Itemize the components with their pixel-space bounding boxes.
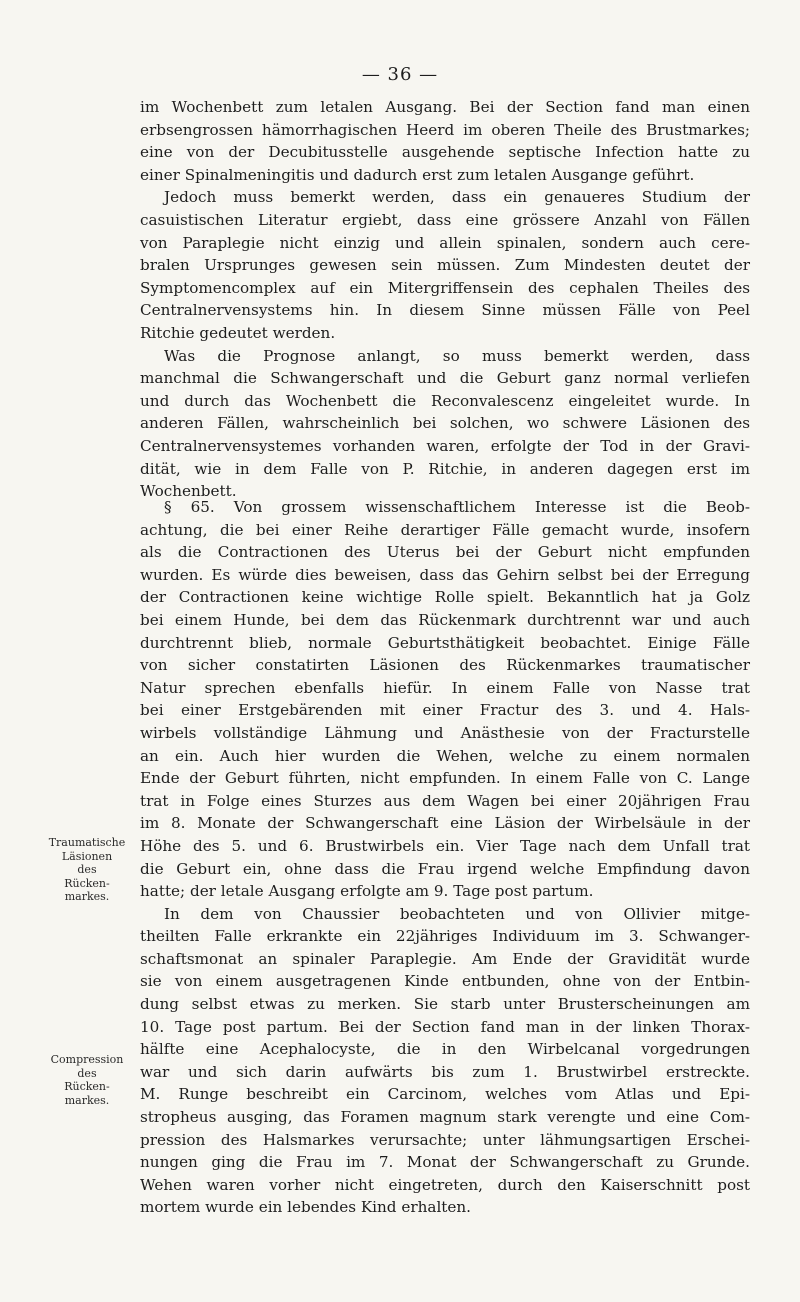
- text-line: durchtrennt blieb, normale Geburtsthätigkeit beobachtet. Einige Fälle: [140, 633, 750, 652]
- page-number: — 36 —: [361, 64, 439, 85]
- text-line: theilten Falle erkrankte ein 22jähriges Individuum im 3. Schwanger-: [140, 927, 750, 946]
- text-line: nungen ging die Frau im 7. Monat der Schwangerschaft zu Grunde.: [140, 1153, 750, 1172]
- text-line: pression des Halsmarkes verursachte; unter lähmungsartigen Erschei-: [140, 1130, 750, 1149]
- text-block-bottom: [140, 496, 750, 1219]
- text-line: 10. Tage post partum. Bei der Section fand man in der linken Thorax-: [140, 1017, 750, 1036]
- text-line: von sicher constatirten Läsionen des Rückenmarkes traumatischer: [140, 656, 750, 675]
- text-line: Wochenbett.: [140, 482, 237, 501]
- text-line: Höhe des 5. und 6. Brustwirbels ein. Vier Tage nach dem Unfall trat: [140, 836, 750, 855]
- text-line: die Geburt ein, ohne dass die Frau irgend welche Empfindung davon: [140, 859, 750, 878]
- margin-note-line: des: [77, 1066, 97, 1080]
- text-line: manchmal die Schwangerschaft und die Geburt ganz normal verliefen: [140, 369, 750, 388]
- text-line: bei einer Erstgebärenden mit einer Fractur des 3. und 4. Hals-: [140, 701, 750, 720]
- text-line: bralen Ursprunges gewesen sein müssen. Zum Mindesten deutet der: [140, 256, 750, 275]
- text-line: Was die Prognose anlangt, so muss bemerkt werden, dass: [164, 346, 750, 365]
- text-line: § 65. Von grossem wissenschaftlichem Interesse ist die Beob-: [164, 498, 750, 516]
- paragraph-continued: [140, 925, 750, 1219]
- text-line: hatte; der letale Ausgang erfolgte am 9. Tage post partum.: [140, 882, 594, 901]
- paragraph: [140, 496, 750, 519]
- text-line: stropheus ausging, das Foramen magnum stark verengte und eine Com-: [140, 1108, 750, 1127]
- text-line: mortem wurde ein lebendes Kind erhalten.: [140, 1198, 472, 1217]
- text-line: wirbels vollständige Lähmung und Anästhesie von der Fracturstelle: [140, 723, 750, 742]
- text-line: Ritchie gedeutet werden.: [140, 323, 336, 342]
- text-line: Centralnervensystems hin. In diesem Sinne müssen Fälle von Peel: [140, 301, 750, 320]
- margin-note-compression: [38, 1053, 136, 1107]
- text-line: trat in Folge eines Sturzes aus dem Wagen bei einer 20jährigen Frau: [140, 791, 750, 810]
- text-line: anderen Fällen, wahrscheinlich bei solchen, wo schwere Läsionen des: [140, 414, 750, 433]
- text-line: sie von einem ausgetragenen Kinde entbunden, ohne von der Entbin-: [140, 972, 750, 991]
- text-line: von Paraplegie nicht einzig und allein spinalen, sondern auch cere-: [140, 233, 750, 252]
- paragraph: [140, 345, 750, 368]
- margin-note-line: Traumatische: [48, 836, 126, 849]
- text-line: Jedoch muss bemerkt werden, dass ein genaueres Studium der: [164, 188, 750, 207]
- margin-note-line: Compression: [50, 1053, 124, 1066]
- margin-note-line: markes.: [64, 1093, 110, 1107]
- paragraph: [140, 903, 750, 926]
- text-line: bei einem Hunde, bei dem das Rückenmark durchtrennt war und auch: [140, 610, 750, 629]
- text-line: Symptomencomplex auf ein Mitergriffensein des cephalen Theiles des: [140, 278, 750, 297]
- text-line: hälfte eine Acephalocyste, die in den Wirbelcanal vorgedrungen: [140, 1040, 750, 1059]
- margin-note-line: Läsionen: [61, 849, 113, 863]
- paragraph-continued: [140, 367, 750, 503]
- text-line: Wehen waren vorher nicht eingetreten, durch den Kaiserschnitt post: [140, 1175, 750, 1194]
- paragraph: [140, 186, 750, 209]
- text-line: erbsengrossen hämorrhagischen Heerd im oberen Theile des Brustmarkes;: [140, 120, 750, 139]
- text-line: Ende der Geburt führten, nicht empfunden. In einem Falle von C. Lange: [140, 769, 750, 788]
- text-line: schaftsmonat an spinaler Paraplegie. Am Ende der Gravidität wurde: [140, 949, 750, 968]
- paragraph-continued: [140, 209, 750, 345]
- text-line: In dem von Chaussier beobachteten und von Ollivier mitge-: [164, 904, 750, 923]
- text-line: und durch das Wochenbett die Reconvalescenz eingeleitet wurde. In: [140, 391, 750, 410]
- text-line: im 8. Monate der Schwangerschaft eine Läsion der Wirbelsäule in der: [140, 814, 750, 833]
- margin-note-line: markes.: [64, 890, 110, 903]
- text-line: der Contractionen keine wichtige Rolle spielt. Bekanntlich hat ja Golz: [140, 588, 750, 607]
- text-line: an ein. Auch hier wurden die Wehen, welche zu einem normalen: [140, 746, 750, 765]
- paragraph: [140, 96, 750, 186]
- text-line: Centralnervensystemes vorhanden waren, erfolgte der Tod in der Gravi-: [140, 436, 750, 455]
- margin-note-line: Rücken-: [64, 876, 110, 890]
- text-line: M. Runge beschreibt ein Carcinom, welches vom Atlas und Epi-: [140, 1085, 750, 1104]
- text-block-top: [140, 96, 750, 503]
- text-line: dung selbst etwas zu merken. Sie starb unter Brusterscheinungen am: [140, 995, 750, 1014]
- text-line: casuistischen Literatur ergiebt, dass eine grössere Anzahl von Fällen: [140, 210, 750, 229]
- margin-note-traumatic-lesions: [38, 836, 136, 904]
- text-line: im Wochenbett zum letalen Ausgang. Bei der Section fand man einen: [140, 98, 750, 116]
- margin-note-line: Rücken-: [64, 1080, 110, 1093]
- text-line: als die Contractionen des Uterus bei der Geburt nicht empfunden: [140, 543, 750, 562]
- text-line: war und sich darin aufwärts bis zum 1. Brustwirbel erstreckte.: [140, 1062, 750, 1081]
- margin-note-line: des: [77, 863, 97, 876]
- text-line: einer Spinalmeningitis und dadurch erst zum letalen Ausgange geführt.: [140, 165, 695, 184]
- paragraph-continued: [140, 519, 750, 903]
- text-line: achtung, die bei einer Reihe derartiger Fälle gemacht wurde, insofern: [140, 520, 750, 539]
- text-line: eine von der Decubitusstelle ausgehende septische Infection hatte zu: [140, 143, 750, 162]
- text-line: dität, wie in dem Falle von P. Ritchie, in anderen dagegen erst im: [140, 459, 750, 478]
- text-line: Natur sprechen ebenfalls hiefür. In einem Falle von Nasse trat: [140, 678, 750, 697]
- text-line: wurden. Es würde dies beweisen, dass das Gehirn selbst bei der Erregung: [140, 565, 750, 584]
